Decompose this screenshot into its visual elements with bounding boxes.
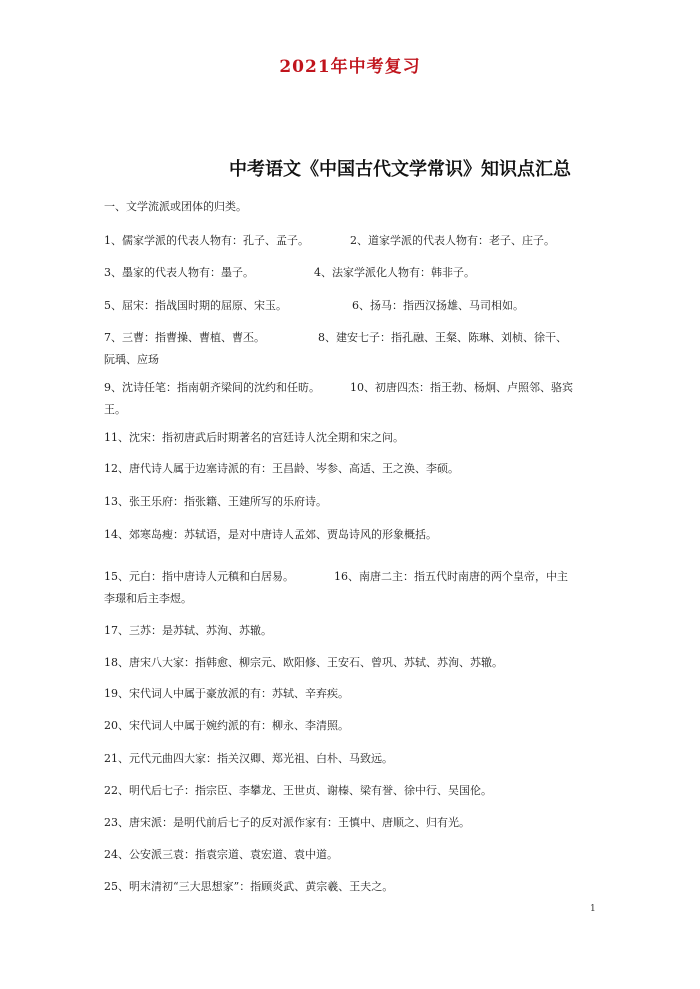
item-text: 23、唐宋派：是明代前后七子的反对派作家有：王慎中、唐顺之、归有光。 <box>104 816 470 829</box>
top-title: 2021年中考复习 <box>279 57 421 77</box>
item-text: 9、沈诗任笔：指南朝齐梁间的沈约和任昉。 <box>104 381 320 394</box>
item-text-continuation: 阮瑀、应玚 <box>104 353 159 366</box>
item-text: 22、明代后七子：指宗臣、李攀龙、王世贞、谢榛、梁有誉、徐中行、吴国伦。 <box>104 784 492 797</box>
list-item <box>104 458 604 480</box>
item-text: 19、宋代词人中属于豪放派的有：苏轼、辛弃疾。 <box>104 687 349 700</box>
list-item <box>104 876 604 898</box>
list-item <box>104 620 604 642</box>
item-text: 7、三曹：指曹操、曹植、曹丕。 <box>104 331 265 344</box>
list-item <box>104 844 604 866</box>
item-text-secondary: 16、南唐二主：指五代时南唐的两个皇帝，中主 <box>334 570 568 583</box>
list-item <box>104 295 604 317</box>
item-text: 5、屈宋：指战国时期的屈原、宋玉。 <box>104 299 287 312</box>
item-text: 24、公安派三袁：指袁宗道、袁宏道、袁中道。 <box>104 848 338 861</box>
item-text: 13、张王乐府：指张籍、王建所写的乐府诗。 <box>104 495 327 508</box>
item-text: 20、宋代词人中属于婉约派的有：柳永、李清照。 <box>104 719 349 732</box>
item-text: 11、沈宋：指初唐武后时期著名的宫廷诗人沈全期和宋之问。 <box>104 431 404 444</box>
item-text: 25、明末清初“三大思想家”：指顾炎武、黄宗羲、王夫之。 <box>104 880 394 893</box>
item-text-continuation: 王。 <box>104 403 126 416</box>
item-text: 18、唐宋八大家：指韩愈、柳宗元、欧阳修、王安石、曾巩、苏轼、苏洵、苏辙。 <box>104 656 503 669</box>
list-item <box>104 683 604 705</box>
list-item <box>104 377 604 421</box>
section-heading: 一、文学流派或团体的归类。 <box>104 200 247 213</box>
item-text: 21、元代元曲四大家：指关汉卿、郑光祖、白朴、马致远。 <box>104 752 393 765</box>
item-text-secondary: 4、法家学派化人物有：韩非子。 <box>314 266 475 279</box>
item-text: 14、郊寒岛瘦：苏轼语，是对中唐诗人孟郊、贾岛诗风的形象概括。 <box>104 528 437 541</box>
item-text: 12、唐代诗人属于边塞诗派的有：王昌龄、岑参、高适、王之涣、李硕。 <box>104 462 459 475</box>
item-text: 17、三苏：是苏轼、苏洵、苏辙。 <box>104 624 272 637</box>
list-item <box>104 524 604 546</box>
list-item <box>104 812 604 834</box>
list-item <box>104 566 604 610</box>
item-text: 1、儒家学派的代表人物有：孔子、孟子。 <box>104 234 309 247</box>
list-item <box>104 427 604 449</box>
item-text-continuation: 李璟和后主李煜。 <box>104 592 192 605</box>
item-text: 3、墨家的代表人物有：墨子。 <box>104 266 254 279</box>
doc-title: 中考语文《中国古代文学常识》知识点汇总 <box>229 159 571 180</box>
item-text-secondary: 2、道家学派的代表人物有：老子、庄子。 <box>350 234 555 247</box>
item-text-secondary: 6、扬马：指西汉扬雄、马司相如。 <box>352 299 524 312</box>
page-number: 1 <box>590 904 596 914</box>
list-item <box>104 327 604 371</box>
item-text-secondary: 8、建安七子：指孔融、王粲、陈琳、刘桢、徐干、 <box>318 331 567 344</box>
list-item <box>104 715 604 737</box>
list-item <box>104 748 604 770</box>
list-item <box>104 262 604 284</box>
item-text: 15、元白：指中唐诗人元稹和白居易。 <box>104 570 294 583</box>
list-item <box>104 230 604 252</box>
list-item <box>104 491 604 513</box>
list-item <box>104 652 604 674</box>
list-item <box>104 780 604 802</box>
item-text-secondary: 10、初唐四杰：指王勃、杨炯、卢照邻、骆宾 <box>350 381 573 394</box>
